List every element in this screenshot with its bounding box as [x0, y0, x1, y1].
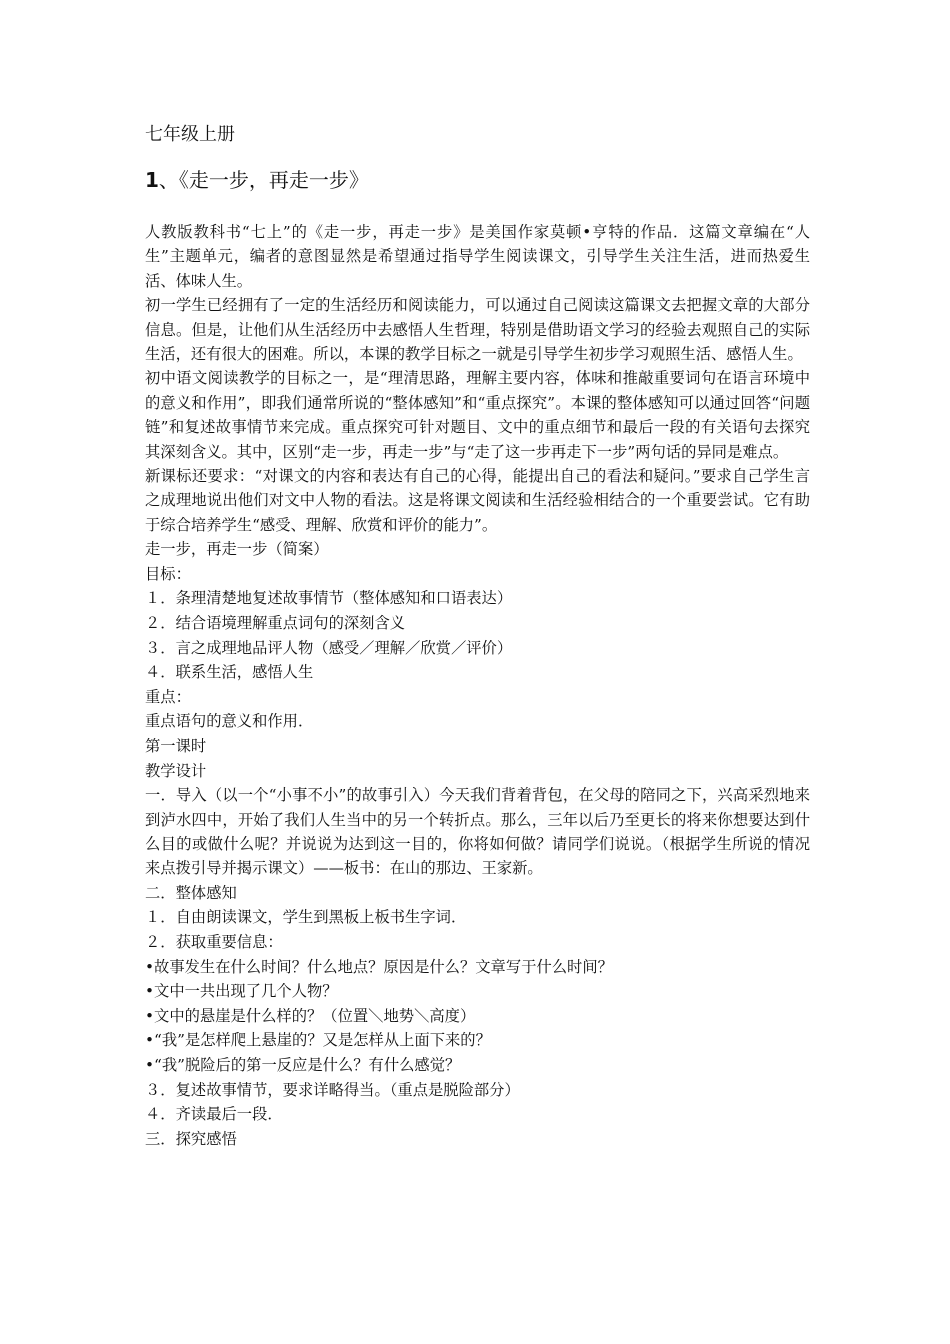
- key-point-text: 重点语句的意义和作用．: [145, 712, 314, 731]
- question-item: •文中的悬崖是什么样的？（位置＼地势＼高度）: [145, 1006, 476, 1025]
- section-heading: 三．探究感悟: [145, 1129, 237, 1148]
- objective-item: ３．言之成理地品评人物（感受／理解／欣赏／评价）: [145, 638, 513, 657]
- objective-item: ２．结合语境理解重点词句的深刻含义: [145, 614, 406, 633]
- paragraph: 初一学生已经拥有了一定的生活经历和阅读能力，可以通过自己阅读这篇课文去把握文章的大部分信息。但是，让他们从生活经历中去感悟人生哲理，特别是借助语文学习的经验去观照自己的实际生活，还有很大的困难。所以，本课的教学目标之一就是引导学生初步学习观照生活、感悟人生。: [145, 296, 810, 364]
- step-item: ４．齐读最后一段．: [145, 1105, 283, 1124]
- teaching-design-label: 教学设计: [145, 761, 207, 780]
- lesson-title: [145, 166, 810, 194]
- question-item: •故事发生在什么时间？什么地点？原因是什么？文章写于什么时间？: [145, 957, 613, 976]
- question-item: •“我”是怎样爬上悬崖的？又是怎样从上面下来的？: [145, 1031, 491, 1050]
- lesson-title-text: 、《走一步，再走一步》: [158, 168, 369, 192]
- plan-title: 走一步，再走一步（简案）: [145, 540, 329, 559]
- question-item: •“我”脱险后的第一反应是什么？有什么感觉？: [145, 1056, 461, 1074]
- question-item: •文中一共出现了几个人物？: [145, 982, 338, 1001]
- objectives-label: 目标：: [145, 564, 191, 583]
- lesson-period: 第一课时: [145, 737, 207, 756]
- grade-heading: 七年级上册: [145, 124, 235, 145]
- key-points-label: 重点：: [145, 687, 191, 706]
- lesson-number: 1: [145, 168, 159, 192]
- paragraph: 人教版教科书“七上”的《走一步，再走一步》是美国作家莫顿•亨特的作品．这篇文章编在“人生”主题单元，编者的意图显然是希望通过指导学生阅读课文，引导学生关注生活，进而热爱生活、体味人生。: [145, 223, 810, 290]
- document-page: [145, 122, 810, 1151]
- paragraph: 新课标还要求：“对课文的内容和表达有自己的心得，能提出自己的看法和疑问。”要求自己学生言之成理地说出他们对文中人物的看法。这是将课文阅读和生活经验相结合的一个重要尝试。它有助于综合培养学生“感受、理解、欣赏和评价的能力”。: [145, 467, 810, 534]
- paragraph: 初中语文阅读教学的目标之一，是“理清思路，理解主要内容，体味和推敲重要词句在语言环境中的意义和作用”，即我们通常所说的“整体感知”和“重点探究”。本课的整体感知可以通过回答“问题链”和复述故事情节来完成。重点探究可针对题目、文中的重点细节和最后一段的有关语句去探究其深刻含义。其中，区别“走一步，再走一步”与“走了这一步再走下一步”两句话的异同是难点。: [145, 369, 810, 461]
- step-item: ２．获取重要信息：: [145, 933, 283, 952]
- objective-item: １．条理清楚地复述故事情节（整体感知和口语表达）: [145, 589, 513, 608]
- section-heading: 二．整体感知: [145, 883, 237, 902]
- intro-paragraph: 一．导入（以一个“小事不小”的故事引入）今天我们背着背包，在父母的陪同之下，兴高采烈地来到泸水四中，开始了我们人生当中的另一个转折点。那么，三年以后乃至更长的将来你想要达到什么目的或做什么呢？并说说为达到这一目的，你将如何做？请同学们说说。（根据学生所说的情况来点拨引导并揭示课文）——板书：在山的那边、王家新。: [145, 786, 810, 878]
- step-item: １．自由朗读课文，学生到黑板上板书生字词．: [145, 908, 467, 927]
- objective-item: ４．联系生活，感悟人生: [145, 663, 314, 682]
- step-item: ３．复述故事情节，要求详略得当。（重点是脱险部分）: [145, 1080, 520, 1099]
